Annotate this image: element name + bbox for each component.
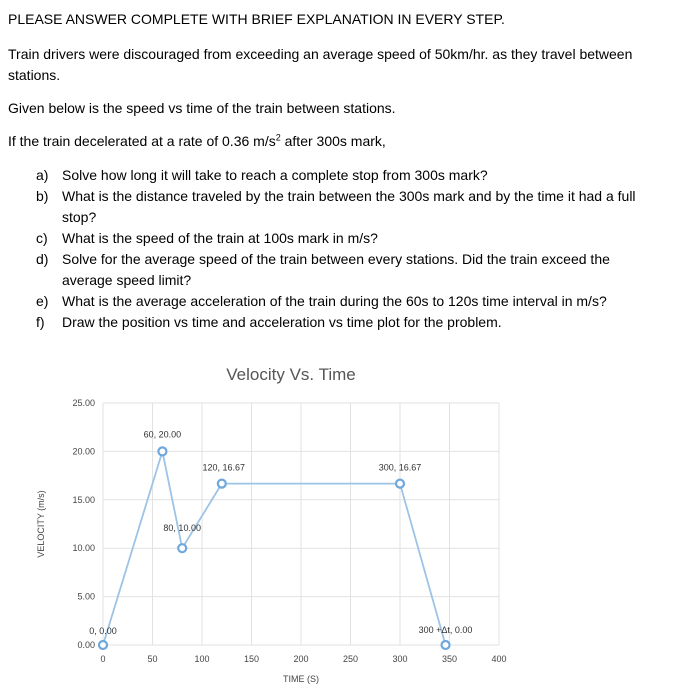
y-tick-label: 25.00 bbox=[72, 398, 95, 408]
data-point-marker bbox=[218, 480, 226, 488]
x-tick-label: 250 bbox=[342, 654, 359, 664]
data-label: 300 +Δt, 0.00 bbox=[418, 625, 473, 635]
data-point-marker bbox=[396, 480, 404, 488]
x-tick-label: 300 bbox=[392, 654, 408, 664]
data-label: 300, 16.67 bbox=[378, 462, 422, 473]
deceleration-text-end: after 300s mark, bbox=[280, 133, 386, 149]
x-tick-label: 150 bbox=[243, 654, 260, 664]
question-letter: f) bbox=[36, 314, 45, 330]
question-text: Solve for the average speed of the train between every stations. Did the train exceed the bbox=[62, 251, 610, 267]
question-letter: c) bbox=[36, 230, 48, 246]
deceleration-text: If the train decelerated at a rate of 0.36 m/s bbox=[8, 133, 276, 149]
given-statement: Given below is the speed vs time of the train between stations. bbox=[8, 100, 396, 116]
x-tick-label: 100 bbox=[194, 654, 210, 664]
question-text: What is the average acceleration of the train during the 60s to 120s time interval in m/s? bbox=[62, 293, 607, 309]
question-text: What is the speed of the train at 100s mark in m/s? bbox=[62, 230, 378, 246]
data-label: 80, 10.00 bbox=[163, 523, 201, 534]
x-tick-label: 200 bbox=[293, 654, 309, 664]
x-tick-label: 0 bbox=[100, 654, 106, 664]
question-text: average speed limit? bbox=[62, 272, 192, 288]
data-label: 0, 0.00 bbox=[89, 626, 117, 636]
question-letter: b) bbox=[36, 188, 49, 204]
data-point-marker bbox=[99, 641, 107, 649]
y-tick-label: 15.00 bbox=[72, 494, 95, 505]
question-text: Draw the position vs time and acceleration vs time plot for the problem. bbox=[62, 314, 502, 330]
question-text: Solve how long it will take to reach a complete stop from 300s mark? bbox=[62, 167, 488, 183]
x-axis-title: TIME (S) bbox=[283, 674, 319, 684]
question-text: What is the distance traveled by the train between the 300s mark and by the time it had a full bbox=[62, 188, 636, 204]
y-axis-title: VELOCITY (m/s) bbox=[36, 490, 46, 558]
question-letter: d) bbox=[36, 251, 49, 267]
data-point-marker bbox=[178, 544, 186, 552]
data-point-marker bbox=[442, 641, 450, 649]
y-tick-label: 20.00 bbox=[72, 446, 95, 457]
instructions-header: PLEASE ANSWER COMPLETE WITH BRIEF EXPLANATION IN EVERY STEP. bbox=[8, 11, 505, 27]
question-text: stop? bbox=[62, 209, 97, 225]
question-letter: e) bbox=[36, 293, 49, 309]
data-label: 60, 20.00 bbox=[143, 429, 182, 440]
chart-title: Velocity Vs. Time bbox=[226, 365, 356, 384]
intro-line-2: stations. bbox=[8, 67, 61, 83]
y-tick-label: 0.00 bbox=[77, 640, 95, 650]
y-tick-label: 10.00 bbox=[72, 543, 95, 554]
x-tick-label: 50 bbox=[147, 654, 158, 664]
squared-superscript: 2 bbox=[275, 132, 281, 143]
question-letter: a) bbox=[36, 167, 49, 183]
data-label: 120, 16.67 bbox=[202, 462, 246, 473]
x-tick-label: 350 bbox=[441, 654, 458, 664]
x-tick-label: 400 bbox=[491, 654, 507, 664]
intro-line-1: Train drivers were discouraged from exceeding an average speed of 50km/hr. as they travel between bbox=[8, 46, 633, 62]
data-point-marker bbox=[158, 447, 166, 455]
y-tick-label: 5.00 bbox=[77, 591, 95, 602]
